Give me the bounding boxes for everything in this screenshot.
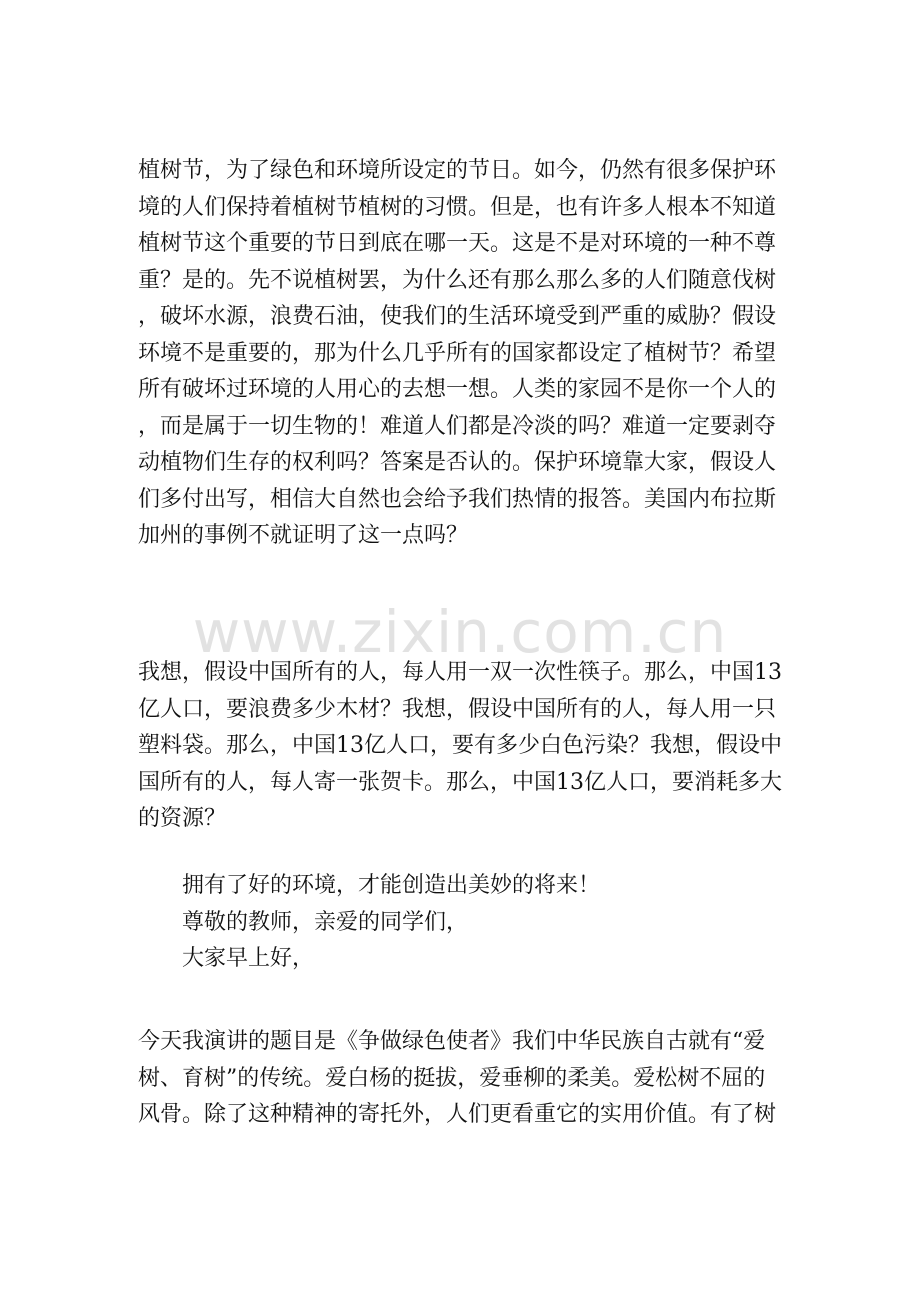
indented-lines — [138, 868, 778, 978]
text-line: 环境不是重要的，那为什么几乎所有的国家都设定了植树节？希望 — [138, 340, 777, 366]
paragraph-imagine-china — [138, 655, 782, 838]
watermark: www.zixin.com.cn — [192, 598, 728, 666]
text-line: 风骨。除了这种精神的寄托外，人们更看重它的实用价值。有了树 — [138, 1102, 777, 1127]
text-line: 今天我演讲的题目是《争做绿色使者》我们中华民族自古就有“爱 — [138, 1029, 766, 1054]
text-line: 的资源？ — [138, 806, 227, 831]
text-line: 我想，假设中国所有的人，每人用一双一次性筷子。那么，中国13 — [138, 660, 782, 685]
greeting-line: 尊敬的教师，亲爱的同学们， — [182, 909, 469, 935]
text-line: ，破坏水源，浪费石油，使我们的生活环境受到严重的威胁？假设 — [138, 304, 777, 329]
paragraph-arbor-day — [138, 153, 778, 555]
greeting-line: 大家早上好， — [182, 946, 315, 971]
text-line: 境的人们保持着植树节植树的习惯。但是，也有许多人根本不知道 — [138, 194, 777, 220]
paragraph-speech-topic — [138, 1024, 778, 1134]
text-line: 们多付出写，相信大自然也会给予我们热情的报答。美国内布拉斯 — [138, 486, 777, 512]
text-line: 塑料袋。那么，中国13亿人口，要有多少白色污染？我想，假设中 — [138, 733, 782, 758]
text-line: 所有破坏过环境的人用心的去想一想。人类的家园不是你一个人的 — [138, 377, 777, 402]
text-line: 国所有的人，每人寄一张贺卡。那么，中国13亿人口，要消耗多大 — [138, 769, 782, 795]
text-line: 植树节，为了绿色和环境所设定的节日。如今，仍然有很多保护环 — [138, 158, 777, 183]
text-line: 加州的事例不就证明了这一点吗？ — [138, 523, 469, 548]
text-line: 动植物们生存的权利吗？答案是否认的。保护环境靠大家，假设人 — [138, 450, 777, 475]
text-line: 树、育树”的传统。爱白杨的挺拔，爱垂柳的柔美。爱松树不屈的 — [138, 1065, 766, 1091]
text-line: 拥有了好的环境，才能创造出美妙的将来！ — [182, 873, 601, 898]
text-line: 重？是的。先不说植树罢，为什么还有那么那么多的人们随意伐树 — [138, 267, 777, 293]
text-line: ，而是属于一切生物的！难道人们都是冷淡的吗？难道一定要剥夺 — [138, 413, 777, 439]
text-line: 植树节这个重要的节日到底在哪一天。这是不是对环境的一种不尊 — [138, 231, 777, 256]
text-line: 亿人口，要浪费多少木材？我想，假设中国所有的人，每人用一只 — [138, 696, 777, 722]
